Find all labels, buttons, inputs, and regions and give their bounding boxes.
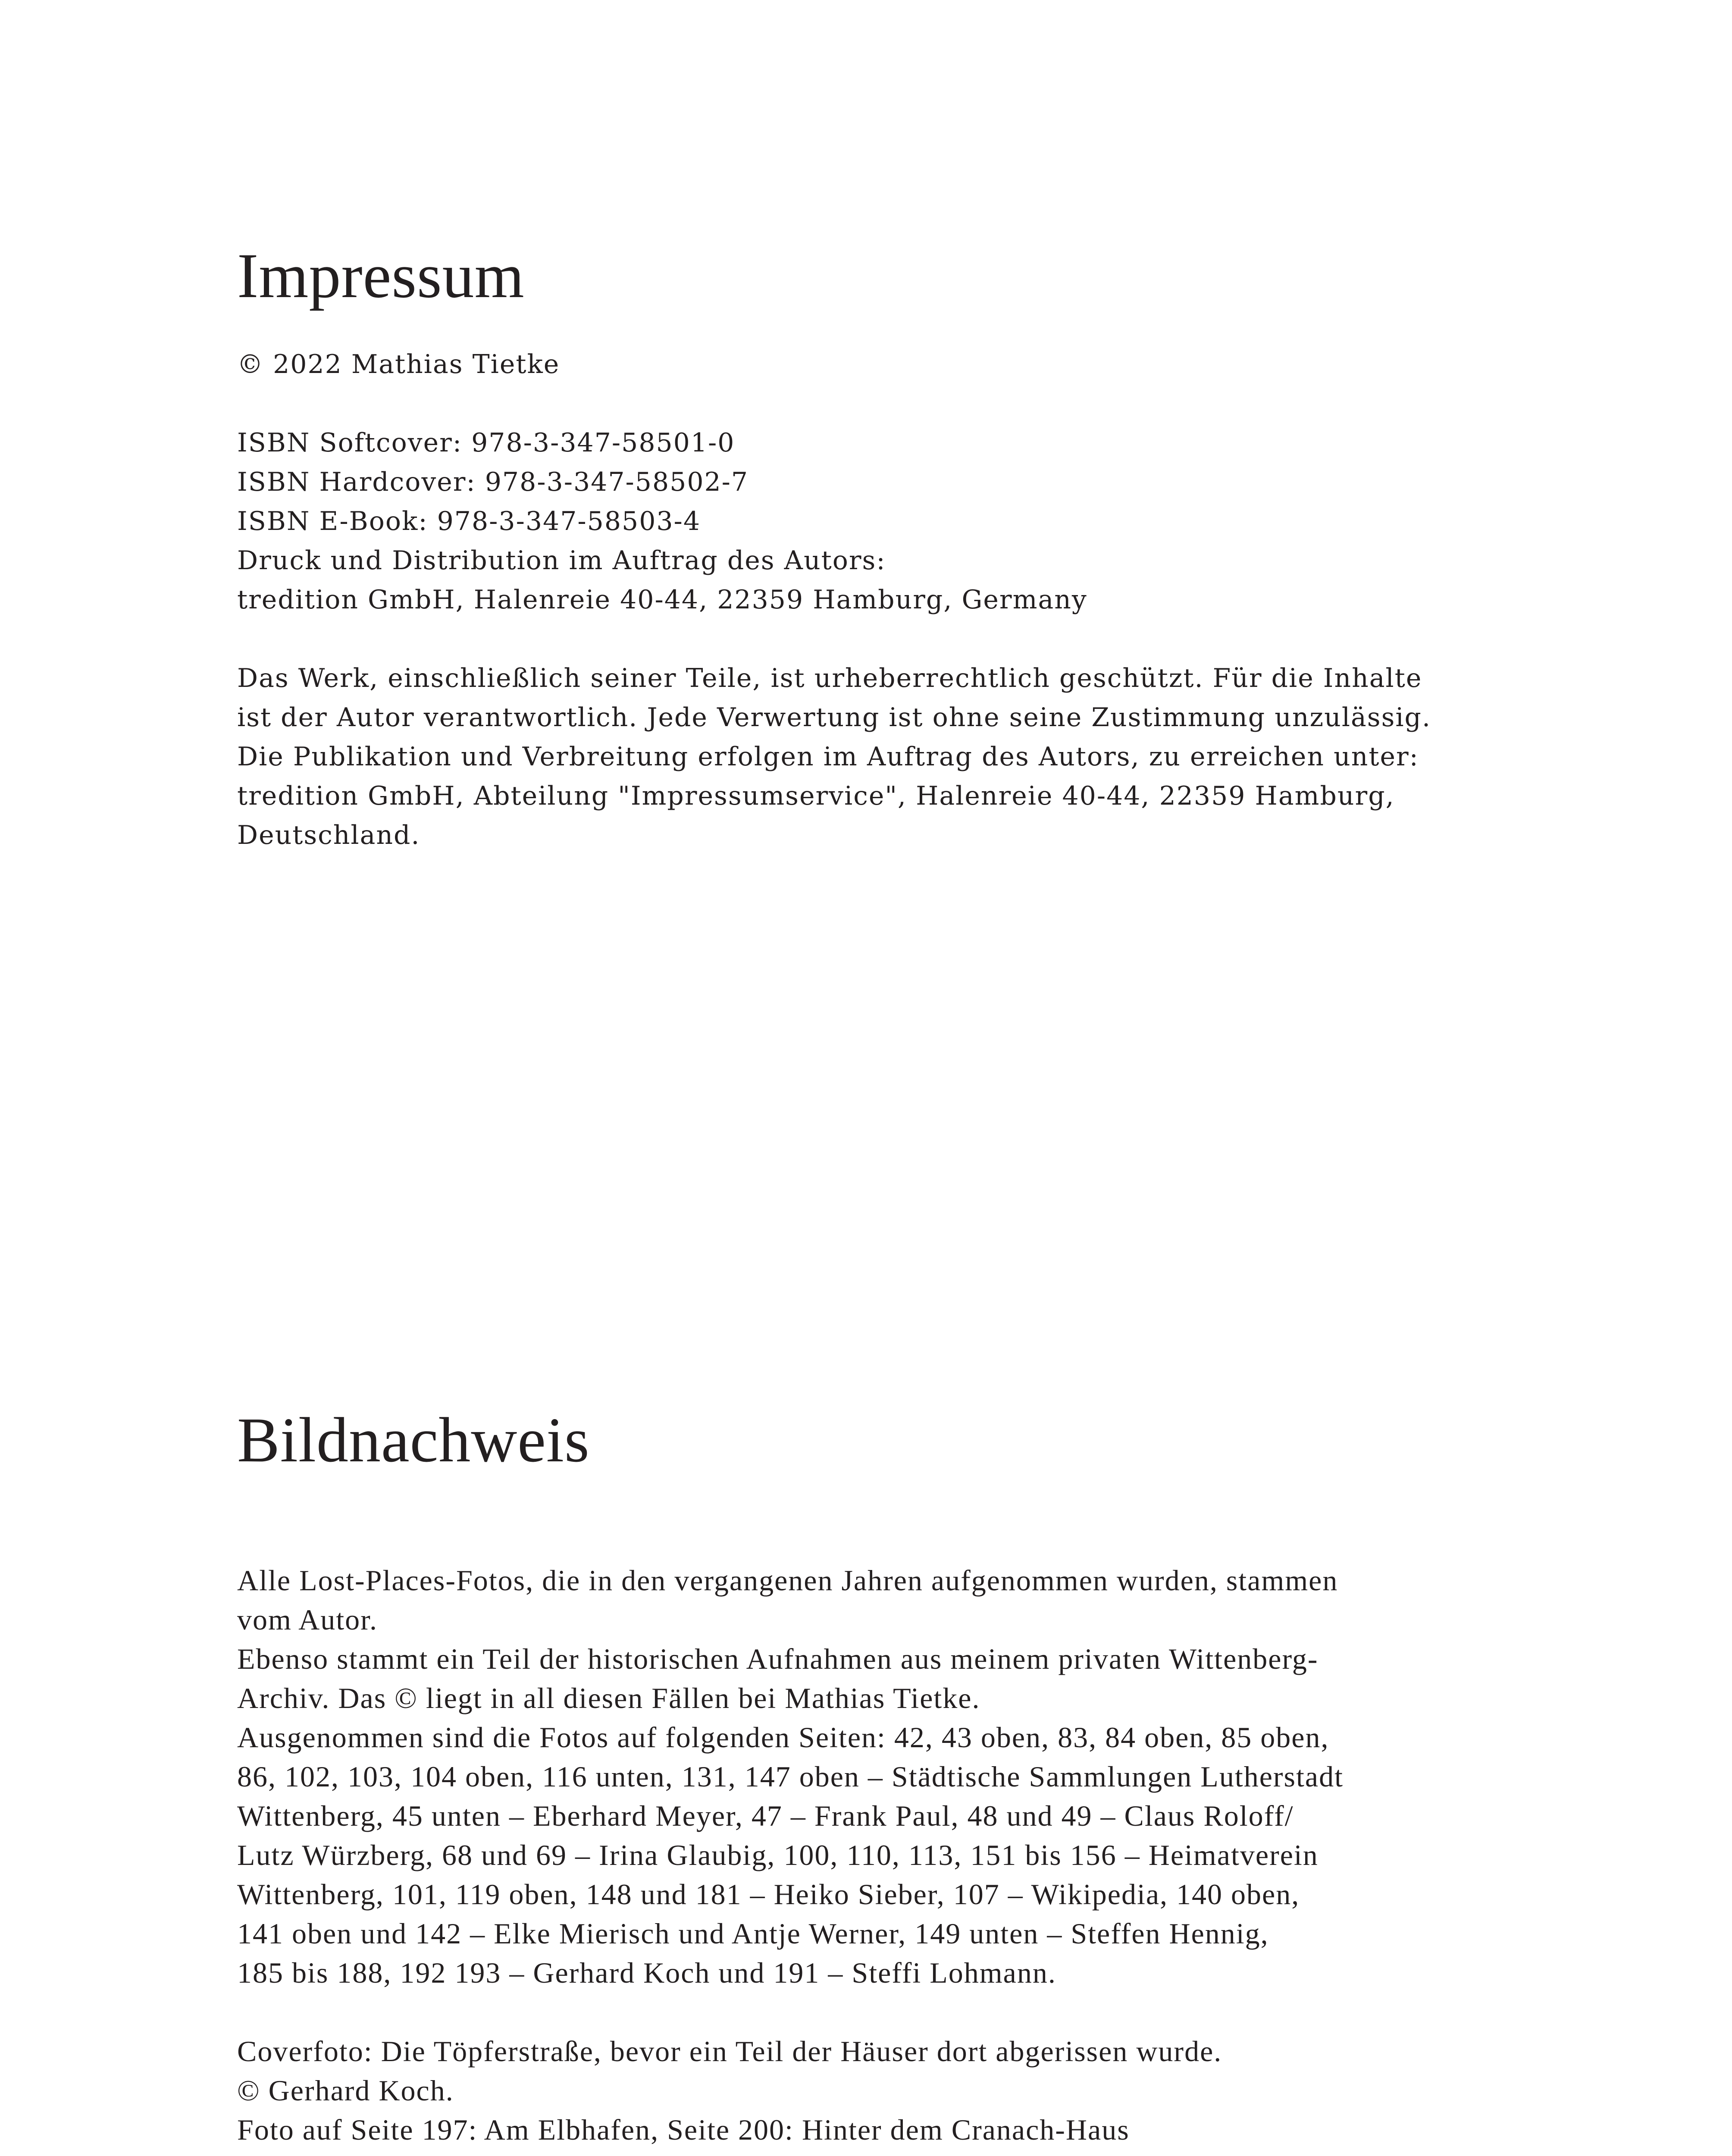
cover-photo-credits <box>237 2032 1222 2150</box>
credit-line: Lutz Würzberg, 68 und 69 – Irina Glaubig, 100, 110, 113, 151 bis 156 – Heimatverein <box>237 1839 1319 1871</box>
inner-photos-line: Foto auf Seite 197: Am Elbhafen, Seite 200: Hinter dem Cranach-Haus <box>237 2113 1130 2146</box>
rights-paragraph <box>237 659 1431 855</box>
photo-credits-paragraph <box>237 1561 1344 1993</box>
bildnachweis-heading: Bildnachweis <box>237 1405 590 1476</box>
rights-line: tredition GmbH, Abteilung "Impressumservice", Halenreie 40-44, 22359 Hamburg, <box>237 781 1395 811</box>
rights-line: ist der Autor verantwortlich. Jede Verwertung ist ohne seine Zustimmung unzulässig. <box>237 702 1431 733</box>
credit-line: Ebenso stammt ein Teil der historischen Aufnahmen aus meinem privaten Wittenberg- <box>237 1642 1319 1675</box>
impressum-heading: Impressum <box>237 241 525 311</box>
isbn-hardcover-line: ISBN Hardcover: 978-3-347-58502-7 <box>237 467 749 497</box>
rights-line: Das Werk, einschließlich seiner Teile, ist urheberrechtlich geschützt. Für die Inhalte <box>237 663 1422 693</box>
isbn-block <box>237 423 1087 620</box>
credit-line: vom Autor. <box>237 1603 378 1636</box>
credit-line: Wittenberg, 101, 119 oben, 148 und 181 – Heiko Sieber, 107 – Wikipedia, 140 oben, <box>237 1878 1300 1911</box>
credit-line: Ausgenommen sind die Fotos auf folgenden Seiten: 42, 43 oben, 83, 84 oben, 85 oben, <box>237 1721 1329 1754</box>
cover-photo-line: Coverfoto: Die Töpferstraße, bevor ein Teil der Häuser dort abgerissen wurde. <box>237 2035 1222 2068</box>
credit-line: 185 bis 188, 192 193 – Gerhard Koch und 191 – Steffi Lohmann. <box>237 1956 1056 1989</box>
isbn-ebook-line: ISBN E-Book: 978-3-347-58503-4 <box>237 506 701 536</box>
imprint-page <box>237 0 1531 2156</box>
credit-line: 141 oben und 142 – Elke Mierisch und Antje Werner, 149 unten – Steffen Hennig, <box>237 1917 1269 1950</box>
rights-line: Deutschland. <box>237 820 420 850</box>
copyright-notice <box>237 345 560 384</box>
distribution-line: Druck und Distribution im Auftrag des Autors: <box>237 545 886 576</box>
isbn-softcover-line: ISBN Softcover: 978-3-347-58501-0 <box>237 428 735 458</box>
copyright-line: © 2022 Mathias Tietke <box>237 349 560 379</box>
credit-line: Wittenberg, 45 unten – Eberhard Meyer, 47 – Frank Paul, 48 und 49 – Claus Roloff/ <box>237 1799 1294 1832</box>
credit-line: Alle Lost-Places-Fotos, die in den vergangenen Jahren aufgenommen wurden, stammen <box>237 1564 1338 1597</box>
credit-line: Archiv. Das © liegt in all diesen Fällen bei Mathias Tietke. <box>237 1682 980 1714</box>
publisher-address-line: tredition GmbH, Halenreie 40-44, 22359 Hamburg, Germany <box>237 585 1087 615</box>
credit-line: 86, 102, 103, 104 oben, 116 unten, 131, 147 oben – Städtische Sammlungen Lutherstadt <box>237 1760 1344 1793</box>
rights-line: Die Publikation und Verbreitung erfolgen im Auftrag des Autors, zu erreichen unter: <box>237 742 1419 772</box>
cover-photo-copyright-line: © Gerhard Koch. <box>237 2074 454 2107</box>
